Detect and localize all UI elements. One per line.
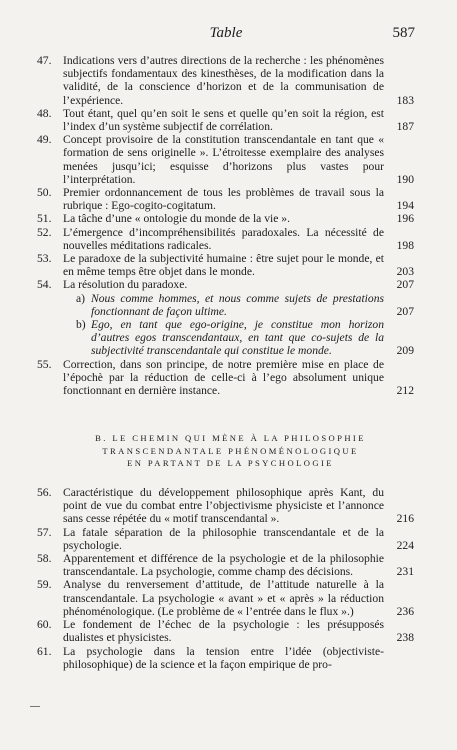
entry-text: La fatale séparation de la philosophie transcendantale et de la psychologie. [63, 525, 384, 552]
entry-number: 52. [37, 225, 52, 239]
entry-page: 216 [396, 512, 414, 526]
toc-entry-61 [37, 645, 414, 671]
toc-entry-52 [37, 226, 414, 252]
entry-number: 48. [37, 106, 52, 120]
entry-number: 47. [37, 54, 52, 67]
entry-text: Correction, dans son principe, de notre première mise en place de l’épochè par la réduction de celle-ci à l’ego absolument unique fonctionnant en dernière instance. [63, 357, 384, 398]
entry-number: 60. [37, 618, 52, 632]
entry-page: 203 [396, 265, 414, 279]
entry-text: Concept provisoire de la constitution transcendantale en tant que « formation de sens originelle ». L’étroitesse exemplaire des analyses menées jusqu’ici; esquisse d’horizons plus vastes pour l’interprétation. [63, 133, 384, 186]
entry-page: 231 [396, 565, 414, 579]
entry-number: 58. [37, 552, 52, 566]
toc-subentry-a [37, 292, 414, 318]
entry-page: 196 [396, 212, 414, 226]
entry-number: 50. [37, 186, 52, 200]
toc-subentry-b [37, 318, 414, 358]
toc-entry-55 [37, 358, 414, 398]
entry-number: 56. [37, 486, 52, 500]
entry-text: Caractéristique du développement philosophique après Kant, du point de vue du combat entre l’objectivisme physiciste et l’annonce sans cesse répétée du « motif transcendantal ». [63, 486, 384, 526]
entry-number: 53. [37, 252, 52, 266]
toc-entry-57 [37, 526, 414, 552]
subentry-page: 209 [396, 344, 414, 358]
entry-page: 194 [396, 199, 414, 213]
section-heading-line: B. LE CHEMIN QUI MÈNE À LA PHILOSOPHIE [95, 433, 366, 444]
header-title: Table [209, 25, 243, 41]
toc-entry-49 [37, 133, 414, 186]
subentry-letter: a) [76, 291, 86, 305]
margin-mark [30, 706, 40, 707]
entry-page: 224 [396, 538, 414, 552]
entry-text: Le fondement de l’échec de la psychologie : les présupposés dualistes et physicistes. [63, 618, 384, 645]
entry-number: 51. [37, 212, 52, 226]
toc-entry-48 [37, 107, 414, 133]
subentry-page: 207 [396, 304, 414, 318]
section-heading-line: EN PARTANT DE LA PSYCHOLOGIE [127, 458, 334, 469]
subentry-text: Nous comme hommes, et nous comme sujets de prestations fonctionnant de façon ultime. [91, 291, 384, 318]
header-page-number: 587 [392, 25, 415, 41]
entry-number: 49. [37, 133, 52, 147]
table-of-contents [37, 54, 414, 671]
entry-text: Analyse du renversement d’attitude, de l’attitude naturelle à la transcendantale. La psychologie « avant » et « après » la réduction phénoménologique. (Le problème de « l’entrée dans le flux ».) [63, 578, 384, 618]
entry-page: 207 [396, 278, 414, 292]
entry-text: La tâche d’une « ontologie du monde de la vie ». [63, 212, 290, 226]
entry-number: 61. [37, 644, 52, 658]
subentry-text: Ego, en tant que ego-origine, je constitue mon horizon d’autres egos transcendantaux, en tant que co-sujets de la subjectivité transcendantale qui constitue le monde. [91, 318, 384, 358]
entry-text: Tout étant, quel qu’en soit le sens et quelle qu’en soit la région, est l’index d’un système subjectif de corrélation. [63, 106, 384, 134]
toc-entry-58 [37, 552, 414, 578]
entry-text: La résolution du paradoxe. [63, 278, 188, 292]
entry-text: Indications vers d’autres directions de la recherche : les phénomènes subjectifs fondamentaux des kinesthèses, de la modification dans la validité, de la conscience d’horizon et de la communisation de l’expérience. [63, 54, 384, 107]
entry-page: 238 [396, 631, 414, 645]
entry-page: 183 [396, 93, 414, 107]
toc-entry-54 [37, 278, 414, 291]
entry-text: Premier ordonnancement de tous les problèmes de travail sous la rubrique : Ego-cogito-cogitatum. [63, 186, 384, 213]
entry-page: 187 [396, 120, 414, 134]
subentry-letter: b) [76, 318, 86, 332]
entry-text: Apparentement et différence de la psychologie et de la philosophie transcendantale. La psychologie, comme champ des décisions. [63, 552, 384, 579]
entry-page: 198 [396, 238, 414, 252]
toc-entry-60 [37, 618, 414, 644]
section-heading [47, 432, 414, 470]
entry-number: 59. [37, 578, 52, 592]
toc-entry-56 [37, 486, 414, 526]
entry-number: 54. [37, 278, 52, 292]
entry-page: 212 [396, 384, 414, 398]
entry-page: 190 [396, 172, 414, 186]
toc-entry-47 [37, 54, 414, 107]
toc-entry-59 [37, 578, 414, 618]
entry-text: L’émergence d’incompréhensibilités paradoxales. La nécessité de nouvelles méditations radicales. [63, 225, 384, 252]
entry-page: 236 [396, 604, 414, 618]
toc-entry-51 [37, 212, 414, 225]
entry-text: La psychologie dans la tension entre l’idée (objectiviste-philosophique) de la science et la façon empirique de pro- [63, 644, 384, 671]
toc-entry-53 [37, 252, 414, 278]
running-header [37, 25, 415, 45]
section-heading-line: TRANSCENDANTALE PHÉNOMÉNOLOGIQUE [102, 445, 359, 456]
entry-number: 57. [37, 525, 52, 539]
toc-entry-50 [37, 186, 414, 212]
entry-number: 55. [37, 357, 52, 371]
entry-text: Le paradoxe de la subjectivité humaine : être sujet pour le monde, et en même temps être objet dans le monde. [63, 252, 384, 279]
